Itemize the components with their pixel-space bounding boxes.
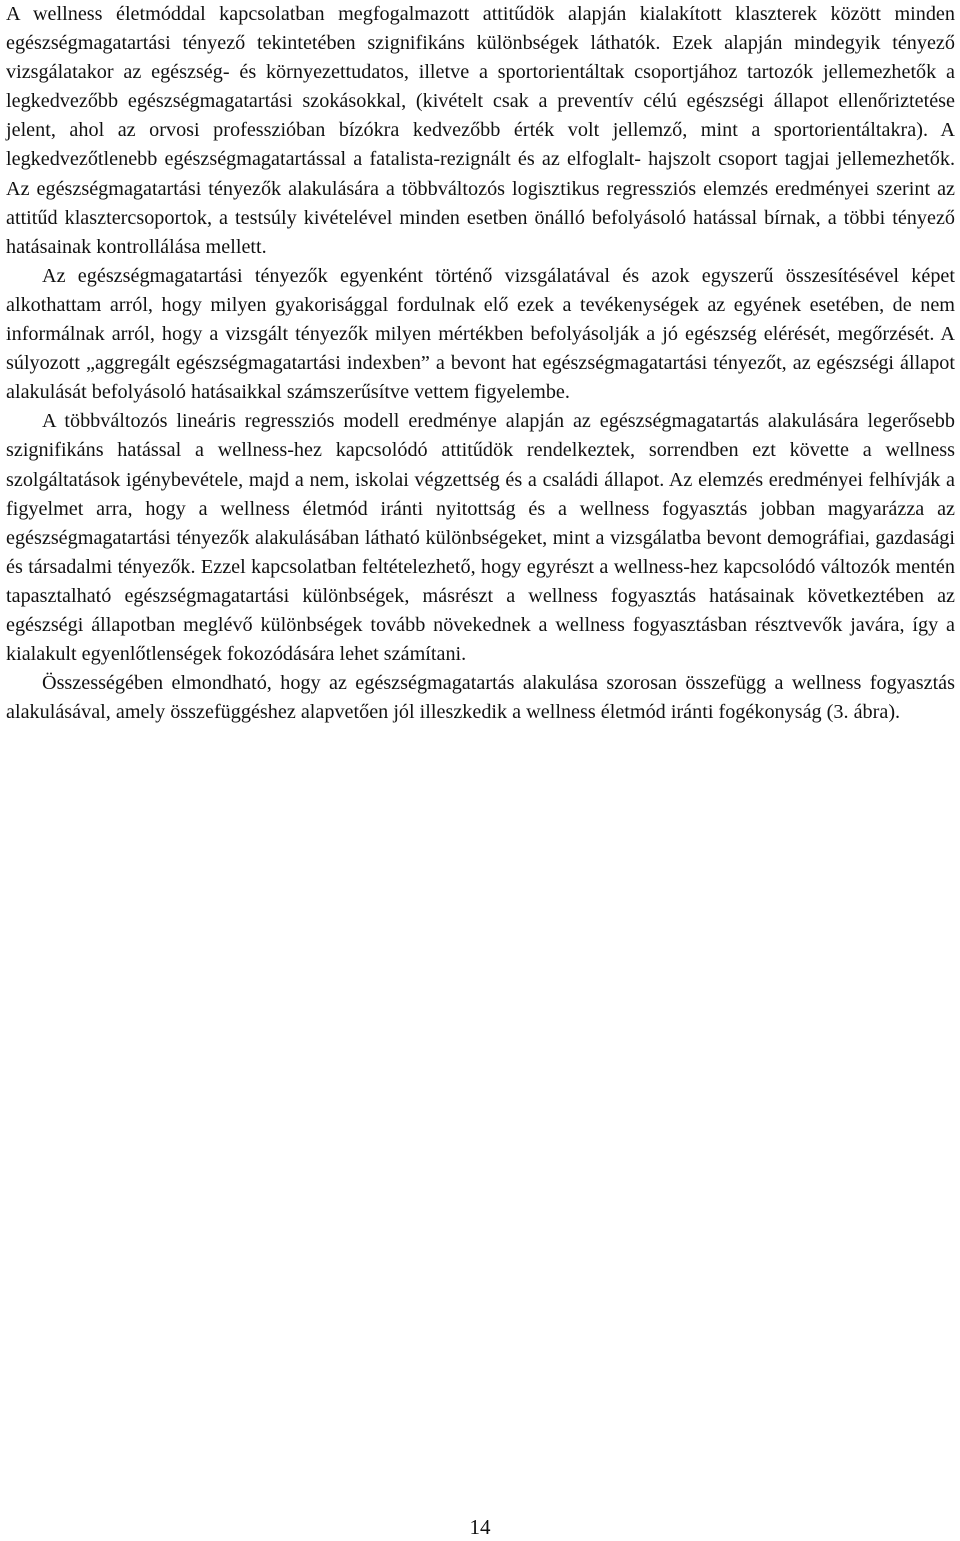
document-page (6, 0, 955, 727)
paragraph-3: A többváltozós lineáris regressziós modell eredménye alapján az egészségmagatartás alakulására legerősebb szignifikáns hatással a wellness-hez kapcsolódó attitűdök rendelkeztek, sorrendben ezt követte a wellness szolgáltatások igénybevétele, majd a nem, iskolai végzettség és a családi állapot. Az elemzés eredményei felhívják a figyelmet arra, hogy a wellness életmód iránti nyitottság és a wellness fogyasztás jobban magyarázza az egészségmagatartási tényezők alakulásában látható különbségeket, mint a vizsgálatba bevont demográfiai, gazdasági és társadalmi tényezők. Ezzel kapcsolatban feltételezhető, hogy egyrészt a wellness-hez kapcsolódó változók mentén tapasztalható egészségmagatartási különbségek, másrészt a wellness fogyasztás hatásainak következtében az egészségi állapotban meglévő különbségek tovább növekednek a wellness fogyasztásban résztvevők javára, így a kialakult egyenlőtlenségek fokozódására lehet számítani. (6, 410, 955, 666)
paragraph-4: Összességében elmondható, hogy az egészségmagatartás alakulása szorosan összefügg a wellness fogyasztás alakulásával, amely összefüggéshez alapvetően jól illeszkedik a wellness életmód iránti fogékonyság (3. ábra). (6, 672, 955, 724)
paragraph-1: A wellness életmóddal kapcsolatban megfogalmazott attitűdök alapján kialakított klaszterek között minden egészségmagatartási tényező tekintetében szignifikáns különbségek láthatók. Ezek alapján mindegyik tényező vizsgálatakor az egészség- és környezettudatos, illetve a sportorientáltak csoportjához tartozók jellemezhetők a legkedvezőbb egészségmagatartási szokásokkal, (kivételt csak a preventív célú egészségi állapot ellenőriztetése jelent, ahol az orvosi professzióban bízókra kedvezőbb érték volt jellemző, mint a sportorientáltakra). A legkedvezőtlenebb egészségmagatartással a fatalista-rezignált és az elfoglalt- hajszolt csoport tagjai jellemezhetők. Az egészségmagatartási tényezők alakulására a többváltozós logisztikus regressziós elemzés eredményei szerint az attitűd klasztercsoportok, a testsúly kivételével minden esetben önálló befolyásoló hatással bírnak, a többi tényező hatásainak kontrollálása mellett. (6, 3, 955, 258)
paragraph-2: Az egészségmagatartási tényezők egyenként történő vizsgálatával és azok egyszerű összesítésével képet alkothattam arról, hogy milyen gyakorisággal fordulnak elő ezek a tevékenységek az egyének esetében, de nem informálnak arról, hogy a vizsgált tényezők milyen mértékben befolyásolják a jó egészség elérését, megőrzését. A súlyozott „aggregált egészségmagatartási indexben” a bevont hat egészségmagatartási tényezőt, az egészségi állapot alakulását befolyásoló hatásaikkal számszerűsítve vettem figyelembe. (6, 264, 955, 404)
page-number: 14 (469, 1515, 491, 1539)
